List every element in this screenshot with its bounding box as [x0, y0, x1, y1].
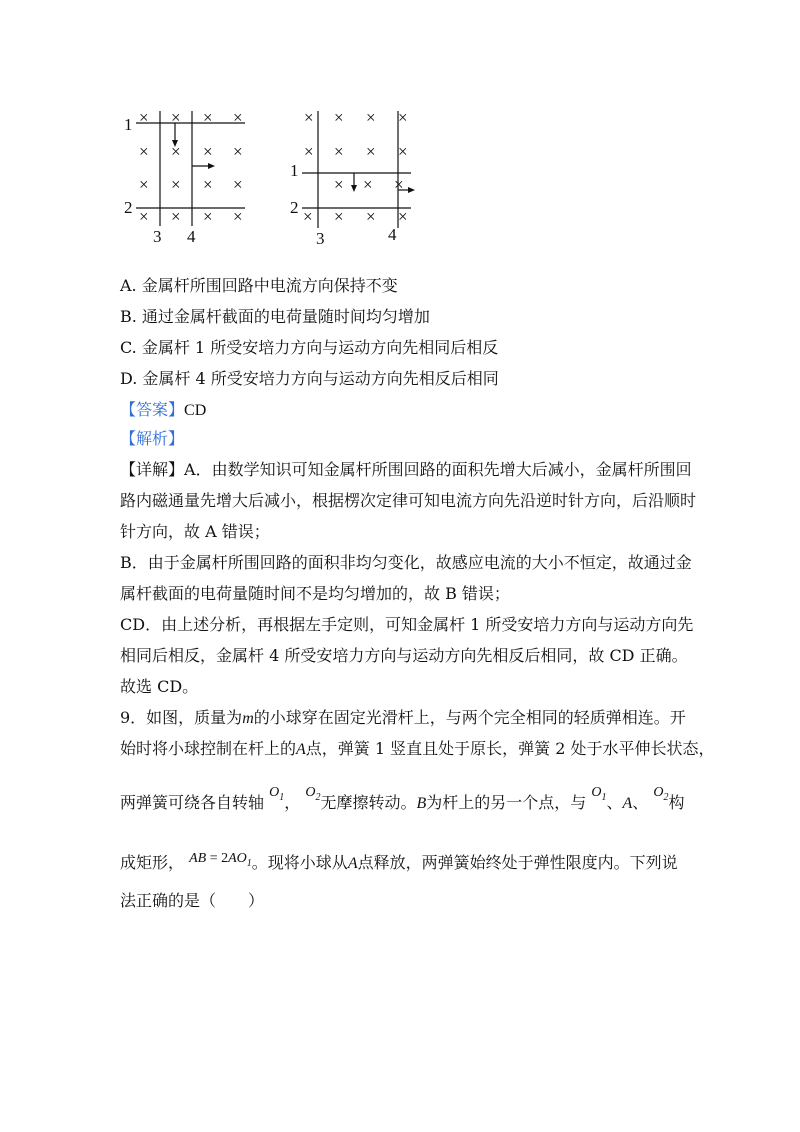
detail-tag: 【详解】 [120, 460, 185, 479]
q9-text: 点，弹簧 1 竖直且处于原长，弹簧 2 处于水平伸长状态， [305, 739, 715, 758]
svg-text:×: × [398, 108, 408, 127]
rod-label-2: 2 [124, 198, 133, 217]
var-b: B [416, 795, 427, 812]
svg-text:×: × [303, 207, 313, 226]
detail-line-3: 针方向，故 A 错误； [120, 522, 270, 541]
svg-text:×: × [139, 175, 149, 194]
svg-text:×: × [203, 175, 213, 194]
option-d: D. 金属杆 4 所受安培力方向与运动方向先相反后相同 [120, 369, 499, 388]
var-o2: $O_2$ [305, 785, 321, 803]
svg-text:×: × [203, 142, 213, 161]
detail-line-6: CD．由上述分析，再根据左手定则，可知金属杆 1 所受安培力方向与运动方向先 [120, 615, 694, 634]
var-o1: $O_1$ [591, 785, 607, 803]
svg-text:×: × [398, 207, 408, 226]
q9-line-1 [120, 708, 686, 729]
q9-line-2 [120, 739, 715, 760]
svg-text:×: × [304, 142, 314, 161]
svg-text:×: × [203, 207, 213, 226]
analysis-line [120, 429, 184, 449]
q9-text: 点释放，两弹簧始终处于弹性限度内。下列说 [357, 853, 678, 872]
svg-text:×: × [398, 142, 408, 161]
svg-text:×: × [334, 108, 344, 127]
var-o2: $O_2$ [653, 785, 669, 803]
svg-text:×: × [394, 175, 404, 194]
rod-label-1: 1 [290, 161, 299, 180]
svg-text:×: × [171, 142, 181, 161]
q9-text: 的小球穿在固定光滑杆上，与两个完全相同的轻质弹相连。开 [253, 708, 686, 727]
rod-label-2: 2 [290, 198, 299, 217]
analysis-tag: 【解析】 [120, 429, 185, 448]
svg-text:×: × [363, 175, 373, 194]
svg-text:×: × [171, 175, 181, 194]
q9-text: 。现将小球从 [251, 853, 348, 872]
q9-line-3 [120, 785, 685, 820]
detail-line-5: 属杆截面的电荷量随时间不是均匀增加的，故 B 错误； [120, 584, 510, 603]
q9-line-4 [120, 853, 678, 880]
svg-text:×: × [334, 142, 344, 161]
svg-text:×: × [334, 207, 344, 226]
option-a: A. 金属杆所围回路中电流方向保持不变 [120, 276, 398, 295]
answer-tag: 【答案】 [120, 400, 185, 419]
equation: AB = $2AO_1$ [189, 851, 252, 869]
q9-text: 成矩形， [120, 853, 185, 872]
rod-label-1: 1 [124, 115, 133, 134]
var-m: m [242, 710, 254, 727]
detail-line-7: 相同后相反，金属杆 4 所受安培力方向与运动方向先相反后相同，故 CD 正确。 [120, 646, 688, 665]
q9-text: 为杆上的另一个点，与 [426, 793, 587, 812]
figure-left [120, 106, 260, 248]
svg-text:×: × [366, 207, 376, 226]
var-a: A [622, 795, 633, 812]
svg-text:×: × [171, 207, 181, 226]
q9-text: 构 [668, 793, 685, 812]
var-a: A [347, 855, 358, 872]
detail-conclusion: 故选 CD。 [120, 677, 199, 696]
detail-line-1 [120, 460, 692, 480]
svg-text:×: × [233, 207, 243, 226]
q9-text: 无摩擦转动。 [320, 793, 417, 812]
svg-text:×: × [366, 142, 376, 161]
svg-text:×: × [304, 108, 314, 127]
q9-text: 、 [632, 793, 649, 812]
q9-text: 、 [606, 793, 623, 812]
var-o1: $O_1$ [269, 785, 285, 803]
option-c: C. 金属杆 1 所受安培力方向与运动方向先相同后相反 [120, 338, 499, 357]
svg-text:×: × [233, 142, 243, 161]
answer-value: CD [184, 402, 207, 419]
figure-right [286, 106, 426, 248]
answer-line [120, 400, 206, 421]
svg-text:×: × [139, 142, 149, 161]
svg-text:×: × [334, 175, 344, 194]
detail-line-4: B．由于金属杆所围回路的面积非均匀变化，故感应电流的大小不恒定，故通过金 [120, 553, 692, 572]
q9-text: ， [284, 793, 301, 812]
svg-text:×: × [366, 108, 376, 127]
q9-text: 9．如图，质量为 [120, 708, 243, 727]
option-b: B. 通过金属杆截面的电荷量随时间均匀增加 [120, 307, 430, 326]
svg-text:×: × [171, 108, 181, 127]
svg-text:×: × [203, 108, 213, 127]
detail-text: A．由数学知识可知金属杆所围回路的面积先增大后减小，金属杆所围回 [184, 460, 692, 479]
svg-text:×: × [139, 108, 149, 127]
q9-text: 两弹簧可绕各自转轴 [120, 793, 265, 812]
rod-label-4: 4 [187, 227, 196, 246]
detail-line-2: 路内磁通量先增大后减小，根据楞次定律可知电流方向先沿逆时针方向，后沿顺时 [120, 491, 697, 510]
q9-line-5: 法正确的是（ ） [120, 891, 265, 910]
rod-label-3: 3 [316, 229, 325, 248]
svg-text:×: × [233, 175, 243, 194]
var-a: A [296, 741, 306, 758]
svg-text:×: × [233, 108, 243, 127]
rod-label-4: 4 [388, 225, 397, 244]
q9-text: 始时将小球控制在杆上的 [120, 739, 297, 758]
rod-label-3: 3 [153, 227, 162, 246]
svg-text:×: × [139, 207, 149, 226]
